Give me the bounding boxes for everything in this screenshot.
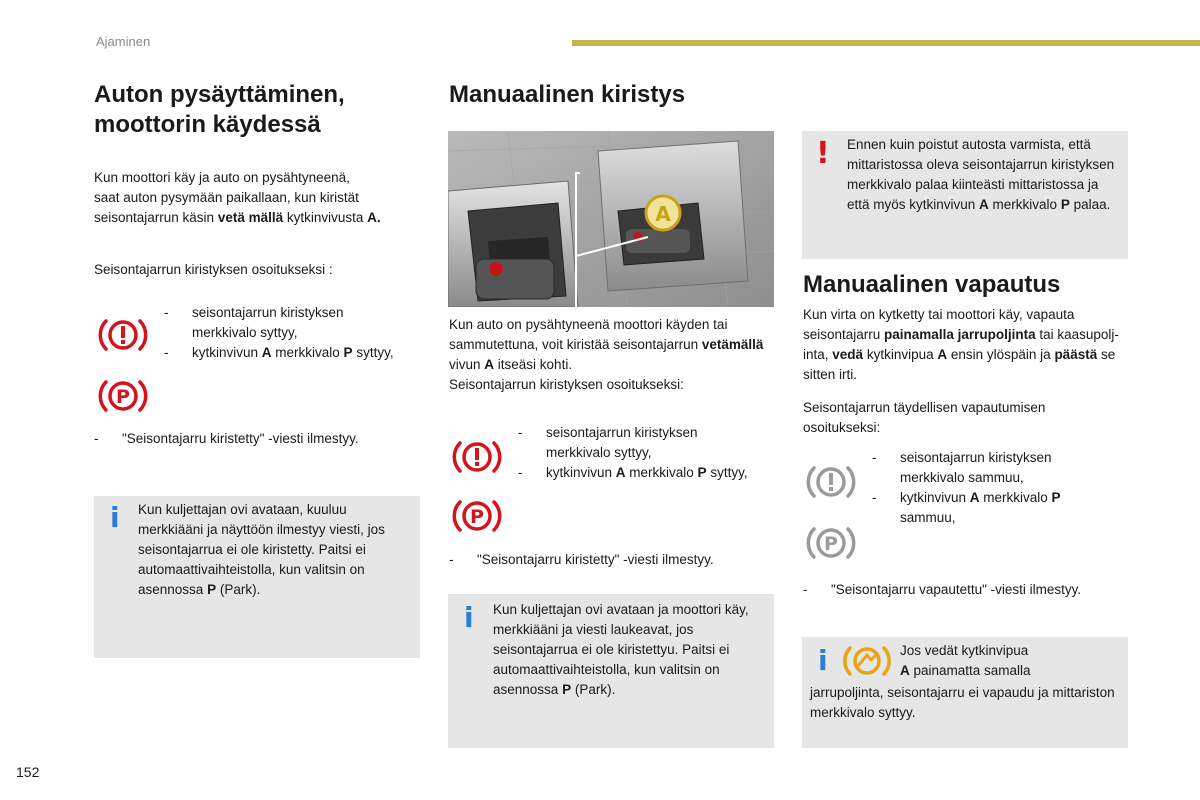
left-title-line2: moottorin käydessä bbox=[94, 111, 321, 138]
middle-item2b: A bbox=[615, 465, 626, 480]
list-item bbox=[872, 488, 1102, 528]
left-intro-1: Kun moottori käy ja auto on pysähtyneenä, bbox=[94, 170, 350, 185]
parking-brake-lever-photo bbox=[448, 131, 774, 307]
left-item1: seisontajarrun kiristyksen merkkivalo syttyy, bbox=[192, 305, 344, 340]
right-info-line2a: A bbox=[900, 663, 910, 678]
middle-info-a: Kun kuljettajan ovi avataan ja moottori käy, merkkiääni ja viesti laukeavat, jos seisontajarrua ei ole kiristettyu. Paitsi ei automaattivaihteistolla, kun valitsin on asennossa bbox=[493, 602, 749, 697]
list-item bbox=[518, 463, 748, 483]
middle-p1b: vetämällä bbox=[701, 337, 764, 352]
right-p1c: tai kaasupoljinta, bbox=[803, 327, 1119, 362]
right-para-2: Seisontajarrun täydellisen vapautumisen osoitukseksi: bbox=[803, 400, 1046, 435]
left-indicator-list bbox=[164, 303, 394, 363]
left-message: "Seisontajarru kiristetty" -viesti ilmestyy. bbox=[122, 431, 359, 446]
right-item2a: kytkinvivun bbox=[900, 490, 970, 505]
right-para bbox=[803, 305, 1123, 385]
right-info-line2b: painamatta samalla bbox=[909, 663, 1031, 678]
brake-warning-off-icon bbox=[806, 462, 856, 502]
left-item2e: syttyy, bbox=[352, 345, 394, 360]
middle-message: "Seisontajarru kiristetty" -viesti ilmestyy. bbox=[477, 552, 714, 567]
right-message: "Seisontajarru vapautettu" -viesti ilmestyy. bbox=[831, 582, 1082, 597]
left-message-list bbox=[94, 429, 424, 449]
right-p1i: se sitten irti. bbox=[803, 347, 1116, 382]
left-intro-2: saat auton pysymään paikallaan, kun kiristät bbox=[94, 190, 359, 205]
list-item bbox=[518, 423, 748, 463]
left-info-text bbox=[138, 500, 408, 600]
brake-warning-icon bbox=[452, 437, 502, 477]
right-title: Manuaalinen vapautus bbox=[803, 271, 1061, 298]
right-info-line1: Jos vedät kytkinvipua bbox=[900, 643, 1029, 658]
right-p1b: painamalla jarrupoljinta bbox=[884, 327, 1036, 342]
section-label: Ajaminen bbox=[96, 34, 151, 49]
middle-p1f: Seisontajarrun kiristyksen osoitukseksi: bbox=[449, 377, 684, 392]
right-indicator-list bbox=[872, 448, 1102, 528]
middle-indicator-list bbox=[518, 423, 748, 483]
right-warn-e: palaa. bbox=[1069, 197, 1111, 212]
right-warn-a: Ennen kuin poistut autosta varmista, että mittaristossa oleva seisontajarrun kiristyksen merkkivalo palaa kiinteästi mittaristossa ja että myös kytkinvivun bbox=[847, 137, 1115, 212]
left-info-b: P bbox=[207, 582, 217, 597]
middle-info-box bbox=[448, 594, 774, 748]
middle-item1: seisontajarrun kiristyksen merkkivalo syttyy, bbox=[546, 425, 698, 460]
right-warning-box bbox=[802, 131, 1128, 259]
svg-text:P: P bbox=[116, 386, 130, 408]
info-icon: i bbox=[110, 501, 120, 534]
photo-callout-a: A bbox=[655, 202, 671, 226]
warning-icon: ! bbox=[816, 136, 830, 171]
middle-item2c: merkkivalo bbox=[625, 465, 698, 480]
list-item bbox=[449, 550, 779, 570]
svg-text:P: P bbox=[824, 533, 838, 555]
right-p1h: päästä bbox=[1054, 347, 1098, 362]
left-item2a: kytkinvivun bbox=[192, 345, 262, 360]
middle-title: Manuaalinen kiristys bbox=[449, 81, 686, 108]
brake-fault-amber-icon bbox=[842, 643, 892, 679]
left-intro bbox=[94, 168, 424, 228]
left-item2b: A bbox=[261, 345, 272, 360]
right-info-rest: jarrupoljinta, seisontajarru ei vapaudu ja mittariston merkkivalo syttyy. bbox=[810, 685, 1115, 720]
middle-para bbox=[449, 315, 769, 395]
right-p1g: ensin ylöspäin ja bbox=[947, 347, 1055, 362]
middle-message-list bbox=[449, 550, 779, 570]
right-p1f: A bbox=[937, 347, 948, 362]
right-p1e: kytkinvipua bbox=[863, 347, 938, 362]
parking-brake-p-off-icon bbox=[806, 523, 856, 563]
middle-p1c: vivun bbox=[449, 357, 485, 372]
right-item1: seisontajarrun kiristyksen merkkivalo sammuu, bbox=[900, 450, 1052, 485]
info-icon: i bbox=[818, 644, 828, 677]
right-warning-text bbox=[847, 135, 1122, 215]
middle-info-b: P bbox=[562, 682, 572, 697]
middle-p1d: A bbox=[484, 357, 495, 372]
svg-text:P: P bbox=[470, 506, 484, 528]
list-item bbox=[803, 580, 1133, 600]
page-number: 152 bbox=[16, 764, 40, 780]
info-icon: i bbox=[464, 601, 474, 634]
right-item2c: merkkivalo bbox=[979, 490, 1052, 505]
middle-info-c: (Park). bbox=[571, 682, 616, 697]
right-p1d: vedä bbox=[832, 347, 864, 362]
left-title-line1: Auton pysäyttäminen, bbox=[94, 81, 345, 108]
brake-warning-icon bbox=[98, 315, 148, 355]
parking-brake-p-icon bbox=[98, 376, 148, 416]
left-intro-3b: vetä mällä bbox=[217, 210, 284, 225]
parking-brake-p-icon bbox=[452, 496, 502, 536]
middle-p1e: itseäsi kohti. bbox=[494, 357, 573, 372]
left-intro-3d: A. bbox=[367, 210, 381, 225]
right-info-line2 bbox=[900, 661, 1120, 681]
header-rule bbox=[572, 40, 1200, 46]
left-indication: Seisontajarrun kiristyksen osoitukseksi : bbox=[94, 262, 333, 277]
left-info-a: Kun kuljettajan ovi avataan, kuuluu merkkiääni ja näyttöön ilmestyy viesti, jos seisontajarrua ei ole kiristetty. Paitsi ei automaattivaihteistolla, kun valitsin on asennossa bbox=[138, 502, 385, 597]
middle-item2e: syttyy, bbox=[706, 465, 748, 480]
left-info-box bbox=[94, 496, 420, 658]
right-item2e: sammuu, bbox=[900, 510, 956, 525]
middle-info-text bbox=[493, 600, 765, 700]
right-info-box bbox=[802, 637, 1128, 748]
right-item2b: A bbox=[969, 490, 980, 505]
right-warn-b: A bbox=[979, 197, 989, 212]
right-p1a: Kun virta on kytketty tai moottori käy, vapauta seisontajarru bbox=[803, 307, 1075, 342]
left-title bbox=[94, 80, 424, 140]
list-item bbox=[94, 429, 424, 449]
right-item2d: P bbox=[1051, 490, 1061, 505]
list-item bbox=[872, 448, 1102, 488]
middle-item2a: kytkinvivun bbox=[546, 465, 616, 480]
right-warn-c: merkkivalo bbox=[988, 197, 1061, 212]
list-item bbox=[164, 303, 394, 343]
middle-item2d: P bbox=[697, 465, 707, 480]
right-message-list bbox=[803, 580, 1133, 600]
left-info-c: (Park). bbox=[216, 582, 261, 597]
middle-p1a: Kun auto on pysähtyneenä moottori käyden tai sammutettuna, voit kiristää seisontajarrun bbox=[449, 317, 728, 352]
left-item2c: merkkivalo bbox=[271, 345, 344, 360]
left-intro-3c: kytkinvivusta bbox=[283, 210, 368, 225]
right-warn-d: P bbox=[1060, 197, 1070, 212]
left-intro-3: seisontajarrun käsin bbox=[94, 210, 218, 225]
list-item bbox=[164, 343, 394, 363]
left-item2d: P bbox=[343, 345, 353, 360]
